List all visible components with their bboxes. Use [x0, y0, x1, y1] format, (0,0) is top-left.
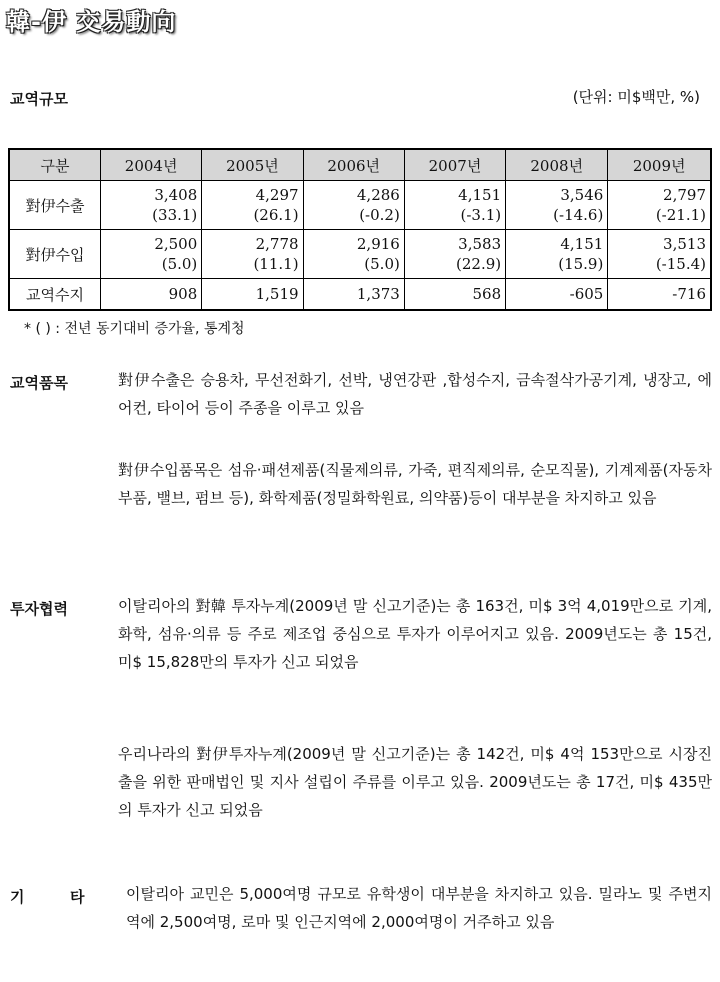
table-cell	[101, 230, 202, 279]
import-items-text: 對伊수입품목은 섬유·패션제품(직물제의류, 가죽, 편직제의류, 순모직물), 기계제품(자동차부품, 밸브, 펌브 등), 화학제품(정밀화학원료, 의약품)등이 대부분을 차지하고 있음	[118, 461, 712, 507]
table-cell	[202, 230, 303, 279]
etc-label	[10, 886, 110, 907]
cell-value: 4,286	[356, 186, 400, 204]
cell-growth: (11.1)	[253, 255, 299, 273]
table-cell	[608, 230, 711, 279]
table-cell: -605	[506, 279, 608, 311]
cell-value: 2,797	[663, 186, 706, 204]
cell-value: 4,297	[255, 186, 299, 204]
cell-value: 2,778	[255, 235, 299, 253]
table-cell	[101, 181, 202, 230]
etc-label-b: 타	[70, 888, 85, 906]
table-cell	[303, 230, 404, 279]
table-cell	[404, 181, 505, 230]
cell-value: 2,500	[154, 235, 198, 253]
cell-value: 3,513	[663, 235, 706, 253]
cell-growth: (22.9)	[456, 255, 502, 273]
table-cell: 568	[404, 279, 505, 311]
etc-label-a: 기	[10, 888, 25, 906]
col-header: 2004년	[101, 149, 202, 181]
cell-growth: (5.0)	[364, 255, 400, 273]
table-cell	[303, 181, 404, 230]
table-cell	[608, 181, 711, 230]
col-header: 2007년	[404, 149, 505, 181]
cell-growth: (-15.4)	[655, 255, 706, 273]
table-cell: -716	[608, 279, 711, 311]
row-label: 對伊수입	[9, 230, 101, 279]
investment-text-1: 이탈리아의 對韓 투자누계(2009년 말 신고기준)는 총 163건, 미$ 3억 4,019만으로 기계, 화학, 섬유·의류 등 주로 제조업 중심으로 투자가 이루어지고 있음. 2009년도는 총 15건, 미$ 15,828만의 투자가 신고 되었음	[118, 597, 712, 671]
row-label: 교역수지	[9, 279, 101, 311]
etc-text: 이탈리아 교민은 5,000여명 규모로 유학생이 대부분을 차지하고 있음. 밀라노 및 주변지역에 2,500여명, 로마 및 인근지역에 2,000여명이 거주하고 있음	[126, 885, 712, 931]
col-header: 2006년	[303, 149, 404, 181]
cell-value: 4,151	[560, 235, 604, 253]
investment-text-2: 우리나라의 對伊투자누계(2009년 말 신고기준)는 총 142건, 미$ 4억 153만으로 시장진출을 위한 판매법인 및 지사 설립이 주류를 이루고 있음. 2009년도는 총 17건, 미$ 435만의 투자가 신고 되었음	[118, 745, 712, 819]
cell-growth: (33.1)	[152, 206, 198, 224]
cell-growth: (5.0)	[161, 255, 198, 273]
cell-growth: (-21.1)	[655, 206, 706, 224]
cell-growth: (15.9)	[558, 255, 604, 273]
table-cell: 908	[101, 279, 202, 311]
trade-table	[8, 148, 712, 311]
table-cell: 1,519	[202, 279, 303, 311]
table-cell	[506, 181, 608, 230]
export-items-text: 對伊수출은 승용차, 무선전화기, 선박, 냉연강판 ,합성수지, 금속절삭가공기계, 냉장고, 에어컨, 타이어 등이 주종을 이루고 있음	[118, 371, 712, 417]
table-cell	[506, 230, 608, 279]
cell-value: 3,408	[154, 186, 198, 204]
table-cell	[202, 181, 303, 230]
table-cell	[404, 230, 505, 279]
cell-value: 2,916	[356, 235, 400, 253]
col-header: 2005년	[202, 149, 303, 181]
table-row	[9, 181, 711, 230]
table-row	[9, 279, 711, 311]
table-cell: 1,373	[303, 279, 404, 311]
cell-growth: (-14.6)	[553, 206, 604, 224]
cell-growth: (26.1)	[253, 206, 299, 224]
table-row	[9, 230, 711, 279]
cell-value: 4,151	[458, 186, 502, 204]
page-title: 韓-伊 交易動向	[6, 8, 177, 36]
table-header-row	[9, 149, 711, 181]
trade-items-label: 교역품목	[10, 374, 68, 392]
cell-growth: (-3.1)	[460, 206, 502, 224]
unit-label: (단위: 미$백만, %)	[572, 88, 700, 106]
row-label: 對伊수출	[9, 181, 101, 230]
cell-value: 3,583	[458, 235, 502, 253]
col-header: 2009년	[608, 149, 711, 181]
col-header: 2008년	[506, 149, 608, 181]
cell-value: 3,546	[560, 186, 604, 204]
col-header: 구분	[9, 149, 101, 181]
trade-volume-heading: 교역규모	[10, 90, 68, 108]
cell-growth: (-0.2)	[359, 206, 400, 224]
table-note: * ( ) : 전년 동기대비 증가율, 통계청	[24, 321, 245, 337]
investment-label: 투자협력	[10, 600, 68, 618]
